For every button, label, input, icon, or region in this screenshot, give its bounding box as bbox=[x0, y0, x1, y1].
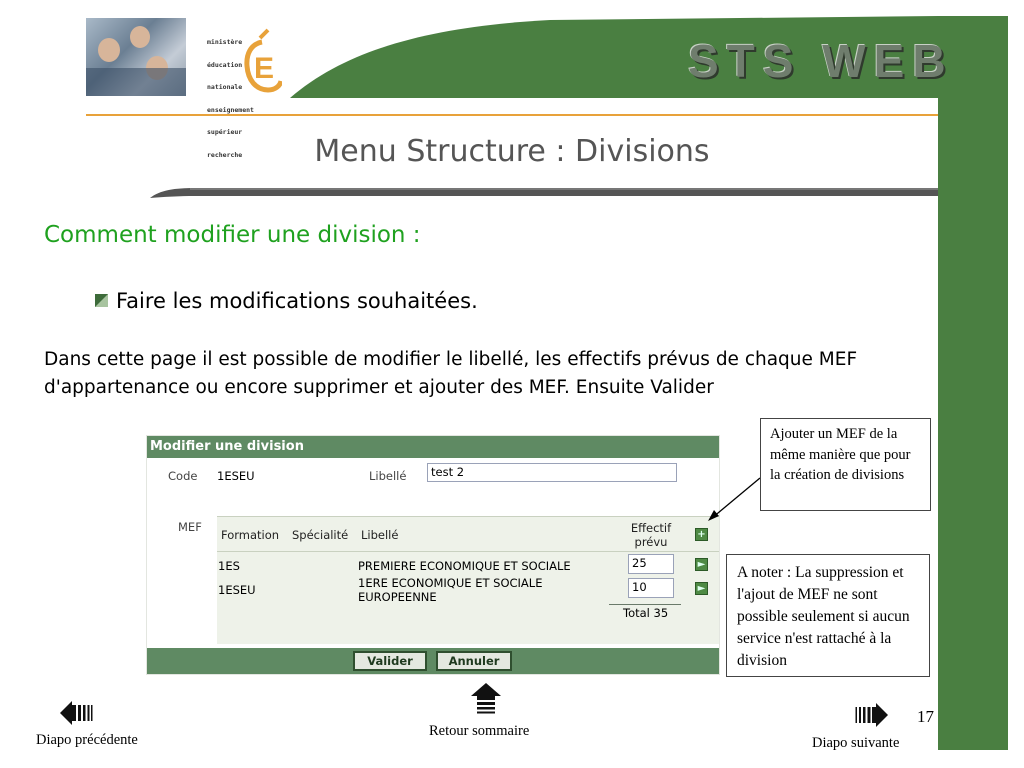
column-effectif: Effectif bbox=[630, 521, 672, 535]
libelle-label: Libellé bbox=[369, 469, 407, 483]
mef-table-header bbox=[217, 516, 719, 552]
remove-mef-button[interactable]: ► bbox=[695, 582, 708, 595]
ministry-line: supérieur bbox=[207, 128, 243, 136]
mef-label: MEF bbox=[178, 520, 202, 534]
previous-arrow-icon[interactable] bbox=[58, 698, 94, 728]
bullet-text: Faire les modifications souhaitées. bbox=[116, 289, 478, 313]
callout-note: A noter : La suppression et l'ajout de MEF ne sont possible seulement si aucun service n'est rattaché à la division bbox=[726, 554, 930, 677]
add-mef-button[interactable]: + bbox=[695, 528, 708, 541]
row-formation: 1ES bbox=[218, 559, 240, 573]
form-title: Modifier une division bbox=[147, 436, 719, 458]
total-divider bbox=[609, 604, 681, 605]
ministry-line: nationale bbox=[207, 83, 243, 91]
valider-button[interactable]: Valider bbox=[353, 651, 427, 671]
row-libelle: 1ERE ECONOMIQUE ET SOCIALE bbox=[358, 576, 543, 590]
ministry-line: éducation bbox=[207, 60, 243, 69]
form-footer bbox=[147, 648, 719, 674]
next-slide-link[interactable]: Diapo suivante bbox=[812, 735, 900, 751]
product-title: STS WEB bbox=[688, 35, 954, 87]
title-underline bbox=[150, 186, 938, 200]
next-arrow-icon[interactable] bbox=[854, 700, 890, 730]
effectif-input[interactable]: 10 bbox=[628, 578, 674, 598]
libelle-input[interactable]: test 2 bbox=[427, 463, 677, 482]
row-libelle-continued: EUROPEENNE bbox=[358, 590, 437, 604]
students-photo bbox=[86, 18, 186, 96]
annuler-button[interactable]: Annuler bbox=[436, 651, 512, 671]
row-libelle: PREMIERE ECONOMIQUE ET SOCIALE bbox=[358, 559, 571, 573]
remove-mef-button[interactable]: ► bbox=[695, 558, 708, 571]
right-green-strip bbox=[938, 16, 1008, 750]
description-paragraph: Dans cette page il est possible de modifier le libellé, les effectifs prévus de chaque MEF d'appartenance ou encore supprimer et ajouter des MEF. Ensuite Valider bbox=[44, 349, 858, 398]
modify-division-form bbox=[146, 435, 720, 675]
column-libelle: Libellé bbox=[361, 528, 399, 542]
svg-text:E: E bbox=[254, 52, 275, 85]
page-title: Menu Structure : Divisions bbox=[314, 134, 710, 169]
ministry-line: ministère bbox=[207, 38, 243, 46]
section-subtitle: Comment modifier une division : bbox=[44, 222, 421, 248]
code-label: Code bbox=[168, 469, 198, 483]
home-link[interactable]: Retour sommaire bbox=[429, 723, 530, 739]
column-specialite: Spécialité bbox=[292, 528, 349, 542]
total-value: Total 35 bbox=[623, 606, 669, 620]
mef-table bbox=[217, 516, 719, 644]
bullet-square-icon bbox=[95, 294, 108, 307]
code-value: 1ESEU bbox=[217, 469, 255, 483]
previous-slide-link[interactable]: Diapo précédente bbox=[36, 732, 138, 748]
ministry-line: enseignement bbox=[207, 105, 254, 114]
page-number: 17 bbox=[917, 707, 934, 726]
ministry-e-logo-icon bbox=[244, 28, 282, 94]
row-formation: 1ESEU bbox=[218, 583, 256, 597]
effectif-input[interactable]: 25 bbox=[628, 554, 674, 574]
home-arrow-up-icon[interactable] bbox=[470, 682, 502, 716]
column-formation: Formation bbox=[221, 528, 280, 542]
callout-add-mef: Ajouter un MEF de la même manière que pour la création de divisions bbox=[760, 418, 931, 511]
ministry-line: recherche bbox=[207, 150, 243, 159]
header-divider bbox=[86, 114, 938, 116]
column-effectif-sub: prévu bbox=[634, 535, 668, 549]
